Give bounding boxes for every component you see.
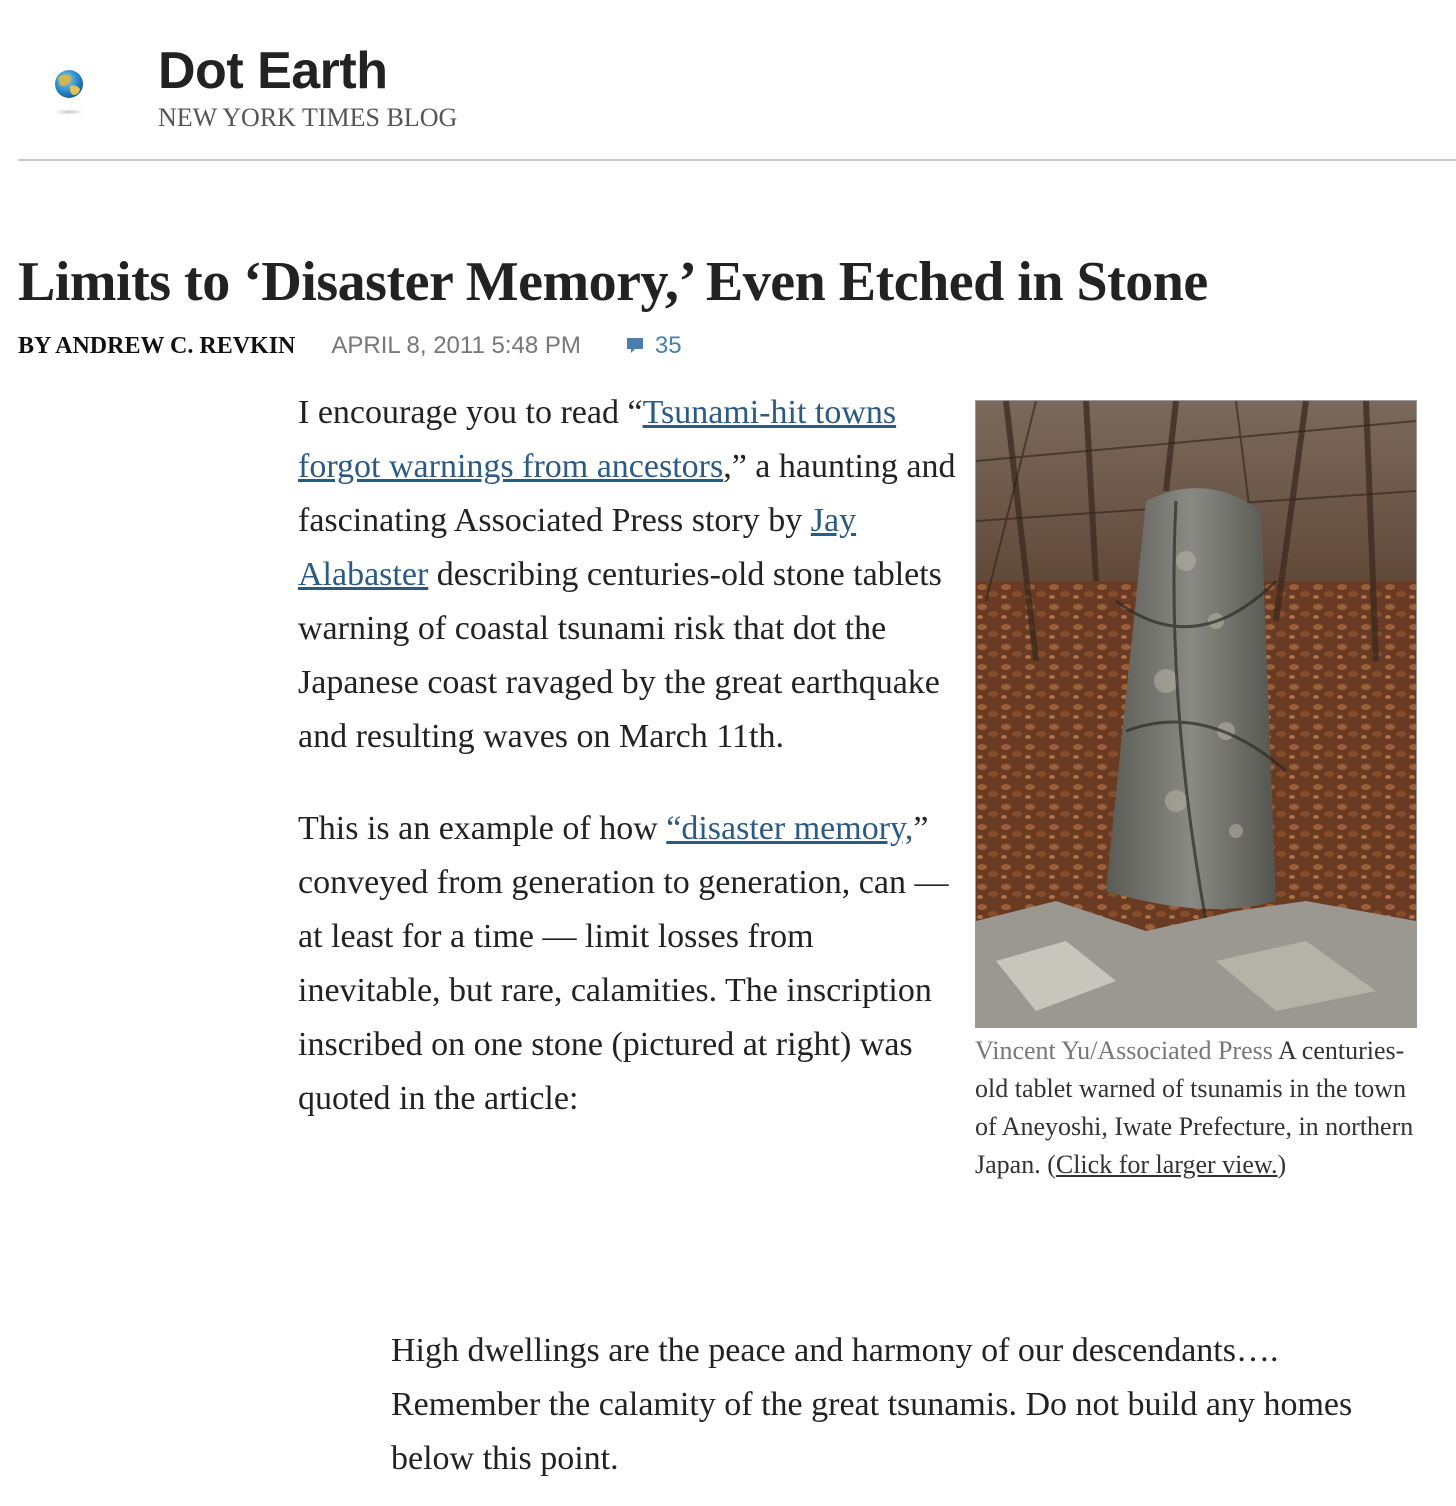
publish-timestamp: APRIL 8, 2011 5:48 PM: [331, 332, 581, 359]
paragraph-1: I encourage you to read “Tsunami-hit towns forgot warnings from ancestors,” a haunting and fascinating Associated Press story by Jay Alabaster describing centuries-old stone tablets warning of coastal tsunami risk that dot the Japanese coast ravaged by the great earthquake and resulting waves on March 11th.: [298, 394, 956, 755]
comment-count: 35: [654, 332, 682, 359]
comment-bubble-icon: [625, 336, 645, 356]
inscription-quote: High dwellings are the peace and harmony of our descendants…. Remember the calamity of the great tsunamis. Do not build any homes below this point.: [391, 1332, 1353, 1477]
blog-subtitle: NEW YORK TIMES BLOG: [158, 103, 458, 132]
photo-image: [976, 401, 1416, 1027]
blog-title[interactable]: Dot Earth: [158, 42, 388, 100]
larger-view-link[interactable]: Click for larger view.: [1055, 1150, 1278, 1179]
disaster-memory-link[interactable]: “disaster memory,: [666, 810, 914, 847]
article-headline: Limits to ‘Disaster Memory,’ Even Etched in Stone: [18, 251, 1208, 313]
photo-credit: Vincent Yu/Associated Press: [975, 1036, 1273, 1065]
ap-story-link[interactable]: Tsunami-hit towns forgot warnings from ancestors: [298, 394, 897, 485]
stone-tablet-photo[interactable]: [975, 400, 1417, 1028]
comments-link[interactable]: [625, 332, 682, 360]
photo-caption: Vincent Yu/Associated Press A centuries-old tablet warned of tsunamis in the town of Aneyoshi, Iwate Prefecture, in northern Japan. (Click for larger view.): [975, 1036, 1414, 1179]
byline: [18, 328, 682, 364]
author-name[interactable]: BY ANDREW C. REVKIN: [18, 332, 296, 359]
paragraph-2: This is an example of how “disaster memory,” conveyed from generation to generation, can — at least for a time — limit losses from inevitable, but rare, calamities. The inscription inscribed on one stone (pictured at right) was quoted in the article:: [298, 810, 949, 1117]
globe-icon: [50, 64, 90, 120]
article-body: [298, 386, 958, 1126]
header-divider: [18, 159, 1456, 161]
author-link-jay-alabaster[interactable]: Jay Alabaster: [298, 502, 857, 593]
